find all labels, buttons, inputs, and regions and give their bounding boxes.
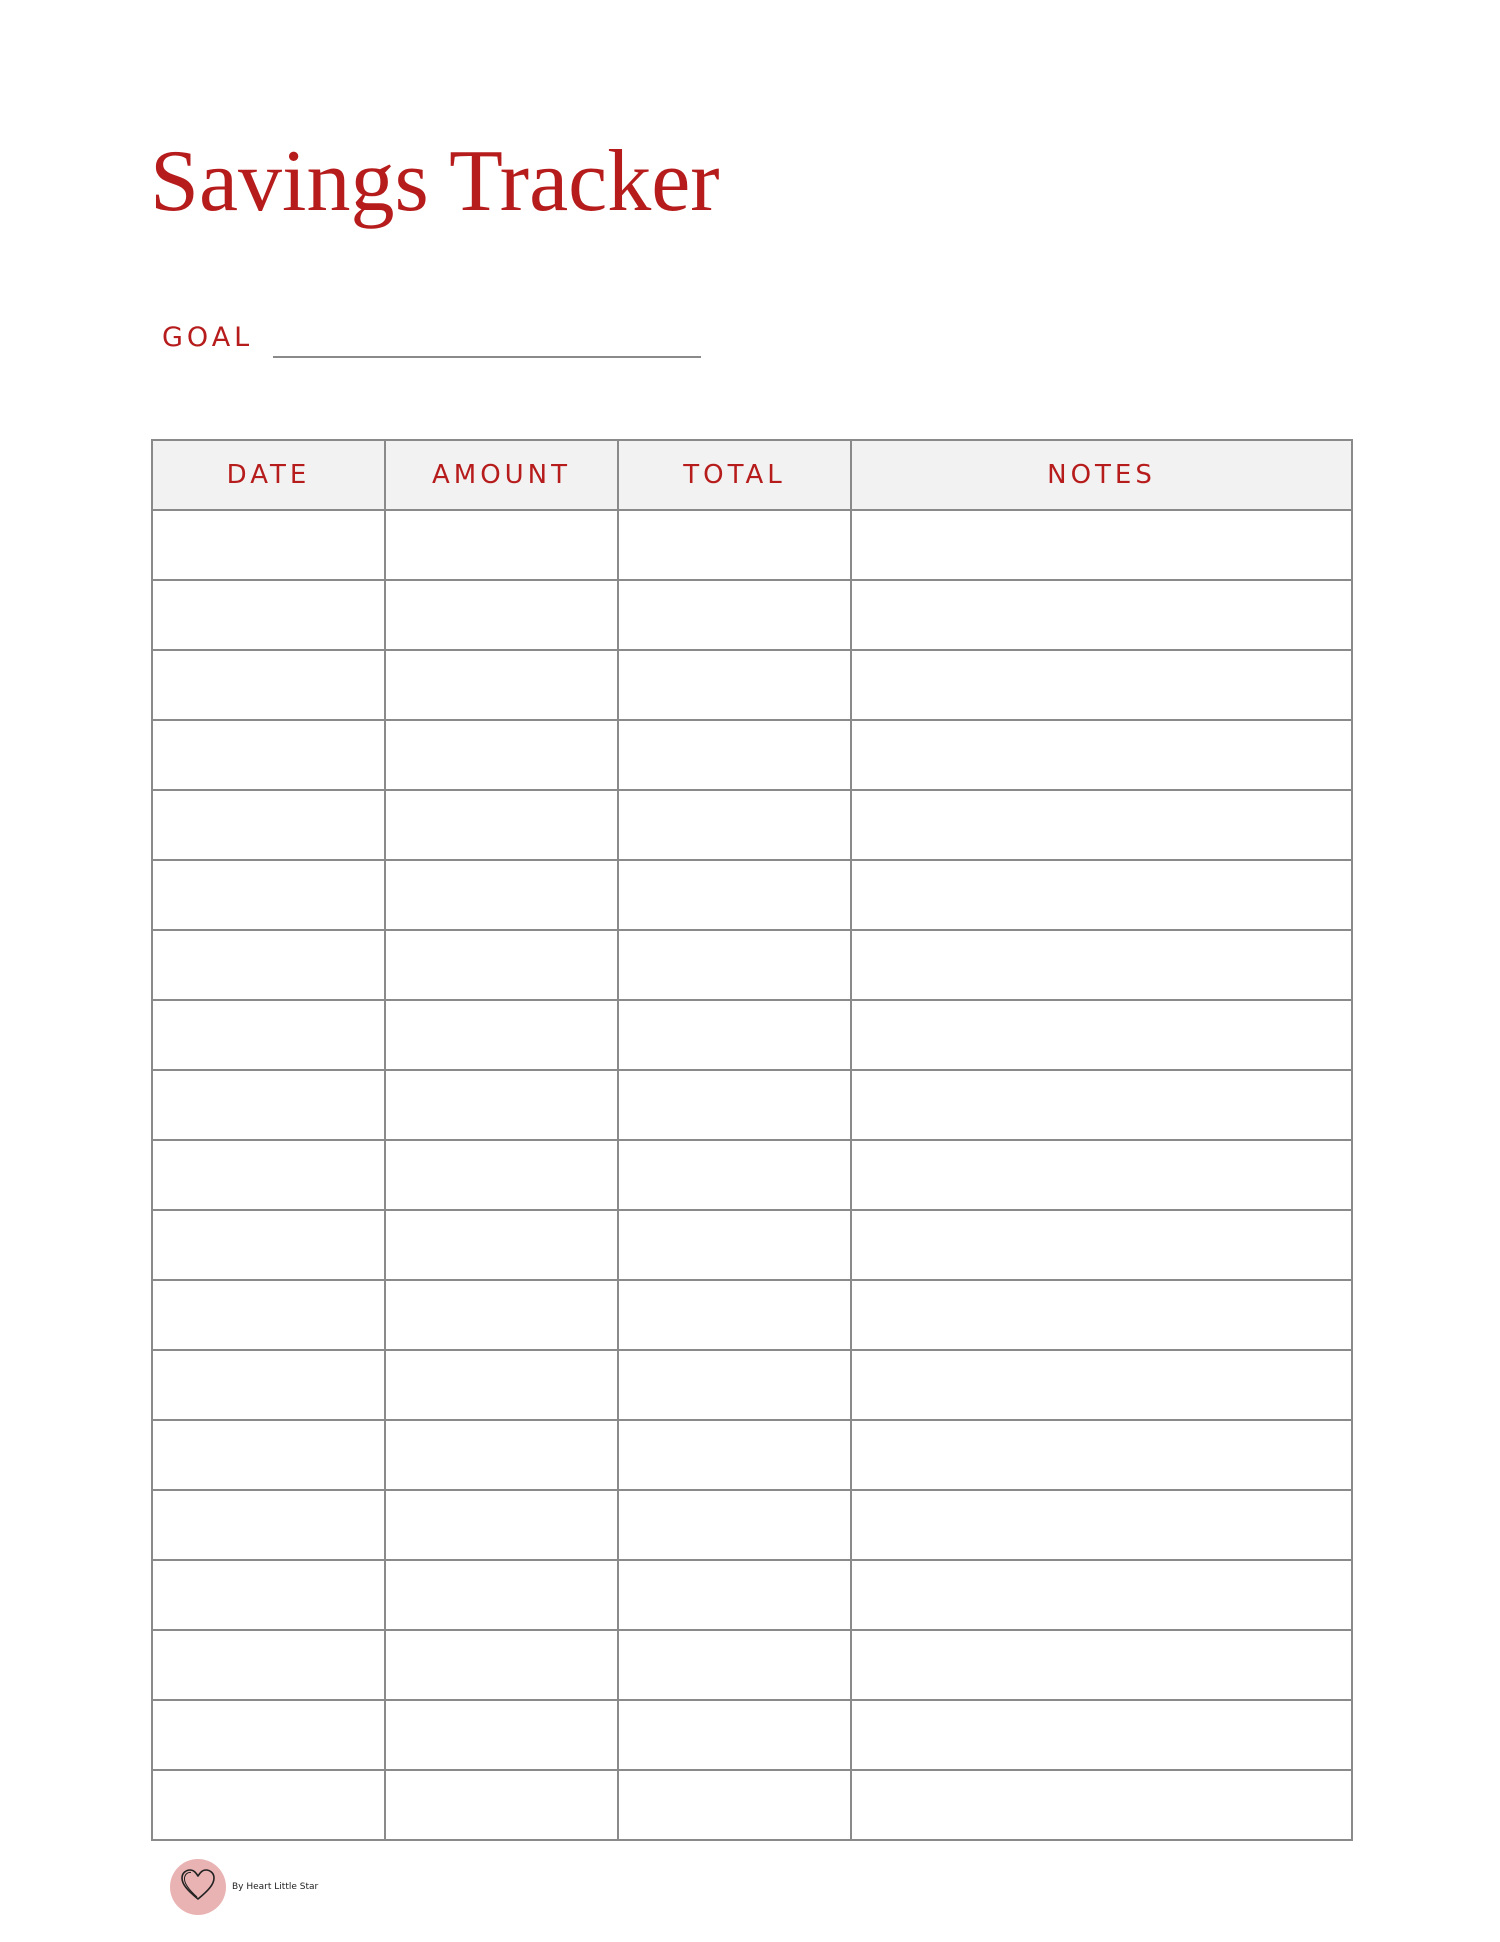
cell-amount[interactable] [385, 1350, 618, 1420]
cell-date[interactable] [152, 650, 385, 720]
header-date: DATE [152, 440, 385, 510]
cell-amount[interactable] [385, 1070, 618, 1140]
table-row [152, 1770, 1352, 1840]
cell-total[interactable] [618, 510, 851, 580]
cell-notes[interactable] [851, 1280, 1352, 1350]
cell-notes[interactable] [851, 1560, 1352, 1630]
cell-notes[interactable] [851, 930, 1352, 1000]
cell-notes[interactable] [851, 720, 1352, 790]
cell-total[interactable] [618, 860, 851, 930]
cell-date[interactable] [152, 510, 385, 580]
table-row [152, 510, 1352, 580]
cell-notes[interactable] [851, 1700, 1352, 1770]
cell-amount[interactable] [385, 1630, 618, 1700]
cell-total[interactable] [618, 1280, 851, 1350]
cell-date[interactable] [152, 1210, 385, 1280]
cell-amount[interactable] [385, 720, 618, 790]
cell-date[interactable] [152, 860, 385, 930]
cell-total[interactable] [618, 1350, 851, 1420]
cell-total[interactable] [618, 1700, 851, 1770]
cell-amount[interactable] [385, 1770, 618, 1840]
table-row [152, 1070, 1352, 1140]
page-title: Savings Tracker [150, 133, 720, 230]
cell-notes[interactable] [851, 1420, 1352, 1490]
cell-notes[interactable] [851, 1070, 1352, 1140]
cell-total[interactable] [618, 1630, 851, 1700]
cell-date[interactable] [152, 1560, 385, 1630]
header-amount: AMOUNT [385, 440, 618, 510]
cell-notes[interactable] [851, 860, 1352, 930]
cell-amount[interactable] [385, 1560, 618, 1630]
brand-text: By Heart Little Star [232, 1882, 319, 1892]
cell-amount[interactable] [385, 1280, 618, 1350]
table-row [152, 860, 1352, 930]
cell-amount[interactable] [385, 650, 618, 720]
table-row [152, 720, 1352, 790]
cell-date[interactable] [152, 1490, 385, 1560]
goal-input-line[interactable] [273, 356, 701, 358]
cell-total[interactable] [618, 650, 851, 720]
cell-amount[interactable] [385, 510, 618, 580]
cell-total[interactable] [618, 1770, 851, 1840]
goal-label: GOAL [162, 322, 254, 353]
cell-notes[interactable] [851, 580, 1352, 650]
savings-table [151, 439, 1353, 1841]
cell-notes[interactable] [851, 790, 1352, 860]
table-header-row [152, 440, 1352, 510]
table-row [152, 1140, 1352, 1210]
table-row [152, 1280, 1352, 1350]
brand-mark [170, 1858, 318, 1916]
cell-notes[interactable] [851, 1770, 1352, 1840]
cell-date[interactable] [152, 720, 385, 790]
cell-date[interactable] [152, 580, 385, 650]
cell-date[interactable] [152, 1630, 385, 1700]
table-row [152, 580, 1352, 650]
table-body [152, 510, 1352, 1840]
cell-total[interactable] [618, 1420, 851, 1490]
table-row [152, 1560, 1352, 1630]
cell-total[interactable] [618, 930, 851, 1000]
table-row [152, 930, 1352, 1000]
header-total: TOTAL [618, 440, 851, 510]
cell-notes[interactable] [851, 1490, 1352, 1560]
cell-amount[interactable] [385, 1700, 618, 1770]
cell-total[interactable] [618, 580, 851, 650]
cell-date[interactable] [152, 1770, 385, 1840]
cell-total[interactable] [618, 1490, 851, 1560]
table-row [152, 650, 1352, 720]
cell-notes[interactable] [851, 510, 1352, 580]
cell-date[interactable] [152, 1000, 385, 1070]
cell-amount[interactable] [385, 1210, 618, 1280]
heart-icon [179, 1868, 217, 1906]
cell-total[interactable] [618, 720, 851, 790]
cell-amount[interactable] [385, 1000, 618, 1070]
cell-total[interactable] [618, 1000, 851, 1070]
cell-amount[interactable] [385, 860, 618, 930]
table-row [152, 1000, 1352, 1070]
cell-total[interactable] [618, 790, 851, 860]
cell-notes[interactable] [851, 650, 1352, 720]
cell-date[interactable] [152, 930, 385, 1000]
cell-amount[interactable] [385, 930, 618, 1000]
table-row [152, 1210, 1352, 1280]
cell-notes[interactable] [851, 1140, 1352, 1210]
header-notes: NOTES [851, 440, 1352, 510]
cell-notes[interactable] [851, 1630, 1352, 1700]
table-row [152, 1630, 1352, 1700]
cell-date[interactable] [152, 1070, 385, 1140]
cell-date[interactable] [152, 1700, 385, 1770]
cell-date[interactable] [152, 1420, 385, 1490]
cell-total[interactable] [618, 1560, 851, 1630]
cell-notes[interactable] [851, 1000, 1352, 1070]
brand-badge [170, 1859, 226, 1915]
table-row [152, 1350, 1352, 1420]
cell-notes[interactable] [851, 1210, 1352, 1280]
cell-amount[interactable] [385, 1490, 618, 1560]
cell-date[interactable] [152, 1350, 385, 1420]
table-row [152, 1490, 1352, 1560]
cell-amount[interactable] [385, 580, 618, 650]
cell-date[interactable] [152, 1280, 385, 1350]
cell-amount[interactable] [385, 790, 618, 860]
cell-date[interactable] [152, 1140, 385, 1210]
table-row [152, 1420, 1352, 1490]
cell-amount[interactable] [385, 1420, 618, 1490]
cell-notes[interactable] [851, 1350, 1352, 1420]
cell-total[interactable] [618, 1210, 851, 1280]
cell-date[interactable] [152, 790, 385, 860]
cell-total[interactable] [618, 1070, 851, 1140]
cell-amount[interactable] [385, 1140, 618, 1210]
cell-total[interactable] [618, 1140, 851, 1210]
table-row [152, 790, 1352, 860]
table-row [152, 1700, 1352, 1770]
